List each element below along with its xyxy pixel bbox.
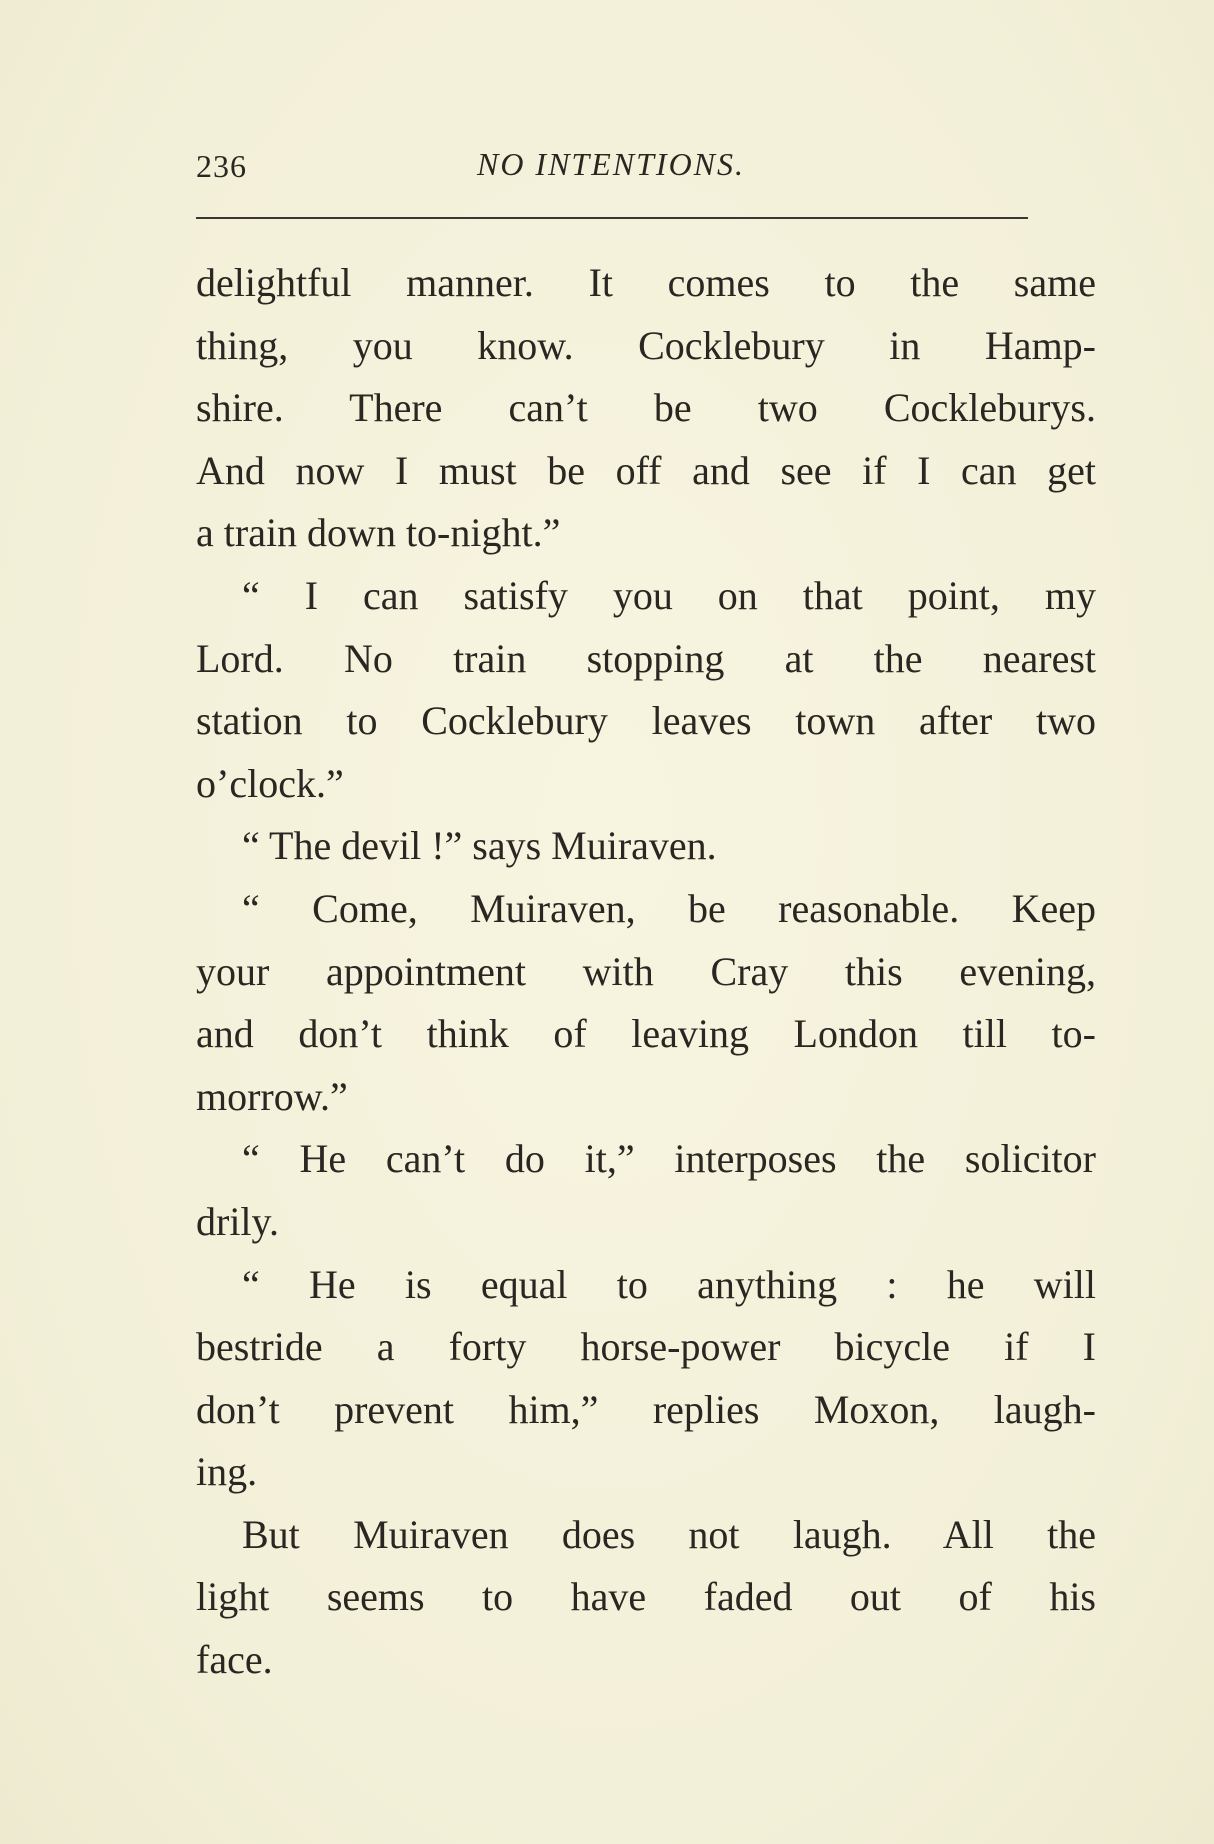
text-line: “ The devil !” says Muiraven. (242, 823, 717, 869)
page-number: 236 (196, 148, 247, 184)
page-header (196, 140, 1026, 190)
text-line: “ He can’t do it,” interposes the solicitor (242, 1136, 1096, 1182)
text-line: Lord. No train stopping at the nearest (196, 635, 1096, 681)
text-line: “ I can satisfy you on that point, my (242, 572, 1096, 618)
text-line: “ Come, Muiraven, be reasonable. Keep (242, 885, 1096, 931)
text-line: But Muiraven does not laugh. All the (242, 1511, 1096, 1557)
text-line: ing. (196, 1449, 258, 1495)
text-line: and don’t think of leaving London till to- (196, 1011, 1096, 1057)
text-line: light seems to have faded out of his (196, 1574, 1096, 1620)
text-line: shire. There can’t be two Cockleburys. (196, 385, 1096, 431)
text-line: delightful manner. It comes to the same (196, 260, 1096, 305)
running-title: NO INTENTIONS. (476, 146, 746, 182)
text-line: thing, you know. Cocklebury in Hamp- (196, 322, 1096, 368)
text-line: your appointment with Cray this evening, (196, 948, 1096, 994)
text-line: face. (196, 1637, 273, 1683)
header-rule (196, 217, 1028, 219)
text-line: “ He is equal to anything : he will (242, 1261, 1096, 1307)
text-line: station to Cocklebury leaves town after two (196, 698, 1096, 744)
text-line: morrow.” (196, 1073, 348, 1119)
text-line: bestride a forty horse-power bicycle if I (196, 1324, 1096, 1370)
text-line: drily. (196, 1198, 279, 1244)
text-line: And now I must be off and see if I can get (196, 447, 1096, 493)
text-line: o’clock.” (196, 760, 344, 806)
body-text (196, 252, 1096, 1692)
text-line: don’t prevent him,” replies Moxon, laugh- (196, 1386, 1096, 1432)
text-line: a train down to-night.” (196, 510, 561, 556)
